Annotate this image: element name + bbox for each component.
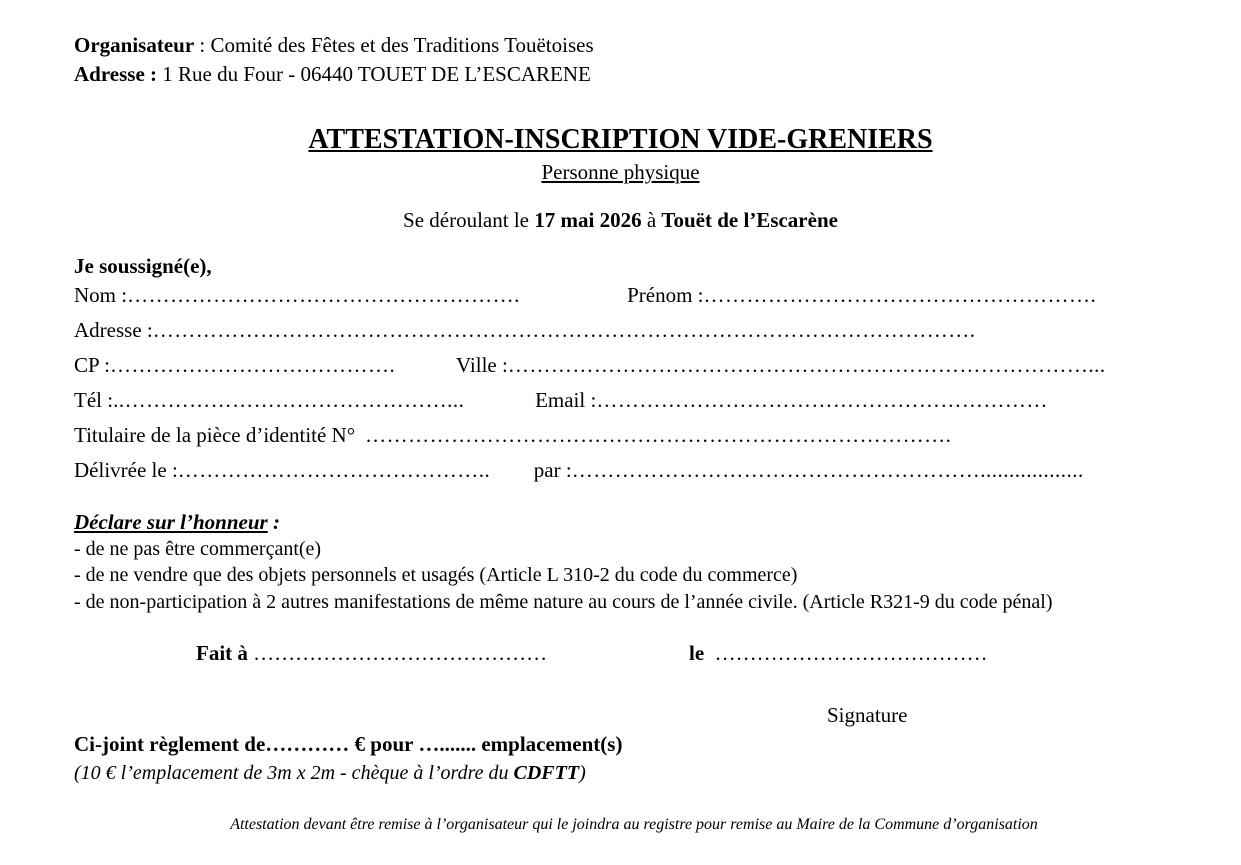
event-place: Touët de l’Escarène bbox=[661, 208, 838, 232]
par-label: par : bbox=[533, 458, 572, 482]
email-field[interactable]: ……………………………………………………… bbox=[596, 388, 1048, 412]
subtitle-text: Personne physique bbox=[541, 160, 700, 184]
signature-label: Signature bbox=[827, 703, 908, 727]
address-label: Adresse : bbox=[74, 62, 158, 86]
declaration-item: - de ne vendre que des objets personnels et usagés (Article L 310-2 du code du commerce) bbox=[74, 564, 798, 586]
cp-field[interactable]: …………………………………. bbox=[110, 353, 396, 377]
payment-line: Ci-joint règlement de………… € pour …....... emplacement(s) bbox=[74, 732, 623, 756]
row-cp-ville bbox=[74, 352, 1182, 378]
declaration-item: - de non-participation à 2 autres manifestations de même nature au cours de l’année civile. (Article R321-9 du code pénal) bbox=[74, 591, 1053, 613]
nom-field[interactable]: ………………………………………………. bbox=[127, 283, 520, 307]
declaration-item: - de ne pas être commerçant(e) bbox=[74, 538, 322, 560]
email-label: Email : bbox=[535, 388, 597, 412]
piece-field[interactable]: ………………………………………………………………………. bbox=[365, 423, 952, 447]
row-delivree bbox=[74, 457, 1182, 483]
row-piece-identite bbox=[74, 422, 1182, 448]
piece-label: Titulaire de la pièce d’identité N° bbox=[74, 423, 356, 447]
tel-label: Tél : bbox=[74, 388, 114, 412]
delivree-field[interactable]: …………………………………….. bbox=[177, 458, 491, 482]
cp-label: CP : bbox=[74, 353, 110, 377]
le-field[interactable]: ………………………………… bbox=[714, 641, 988, 665]
event-line bbox=[0, 207, 1241, 233]
payment-note-prefix: (10 € l’emplacement de 3m x 2m - chèque à l’ordre du bbox=[74, 762, 514, 784]
document-subtitle bbox=[0, 159, 1241, 185]
payment-note-suffix: ) bbox=[579, 762, 586, 784]
prenom-label: Prénom : bbox=[627, 283, 704, 307]
organizer-label: Organisateur bbox=[74, 33, 195, 57]
nom-label: Nom : bbox=[74, 283, 128, 307]
payment-note bbox=[74, 760, 586, 786]
payment-note-payee: CDFTT bbox=[513, 762, 580, 784]
delivree-label: Délivrée le : bbox=[74, 458, 178, 482]
row-adresse bbox=[74, 317, 1182, 343]
row-nom-prenom bbox=[74, 282, 1182, 308]
event-mid: à bbox=[641, 208, 662, 232]
tel-field[interactable]: ..………………………………………... bbox=[113, 388, 465, 412]
adresse-label: Adresse : bbox=[74, 318, 153, 342]
address-line bbox=[74, 61, 591, 87]
date-line bbox=[689, 640, 988, 666]
organizer-line bbox=[74, 32, 594, 58]
fait-label: Fait à bbox=[196, 641, 254, 665]
declaration-heading bbox=[74, 509, 280, 535]
footer-note: Attestation devant être remise à l’organisateur qui le joindra au registre pour remise au Maire de la Commune d’organisation bbox=[230, 816, 1038, 833]
le-label: le bbox=[689, 641, 710, 665]
ville-label: Ville : bbox=[456, 353, 508, 377]
fait-field[interactable]: …………………………………… bbox=[253, 641, 548, 665]
declaration-heading-suffix: : bbox=[267, 510, 280, 534]
form-intro: Je soussigné(e), bbox=[74, 254, 212, 278]
row-tel-email bbox=[74, 387, 1182, 413]
prenom-field[interactable]: ………………………………………………. bbox=[703, 283, 1097, 307]
declaration-heading-text: Déclare sur l’honneur bbox=[74, 510, 268, 534]
par-field[interactable]: ………………………………………………….................. bbox=[571, 458, 1084, 482]
organizer-separator: : bbox=[194, 33, 211, 57]
organizer-value: Comité des Fêtes et des Traditions Touëtoises bbox=[210, 33, 594, 57]
address-value: 1 Rue du Four - 06440 TOUET DE L’ESCARENE bbox=[157, 62, 591, 86]
fait-line bbox=[196, 640, 547, 666]
document-title: ATTESTATION-INSCRIPTION VIDE-GRENIERS bbox=[308, 124, 933, 155]
adresse-field[interactable]: ……………………………………………………………………………………………………. bbox=[152, 318, 976, 342]
event-prefix: Se déroulant le bbox=[403, 208, 535, 232]
ville-field[interactable]: ………………………………………………………………………... bbox=[507, 353, 1106, 377]
event-date: 17 mai 2026 bbox=[534, 208, 642, 232]
